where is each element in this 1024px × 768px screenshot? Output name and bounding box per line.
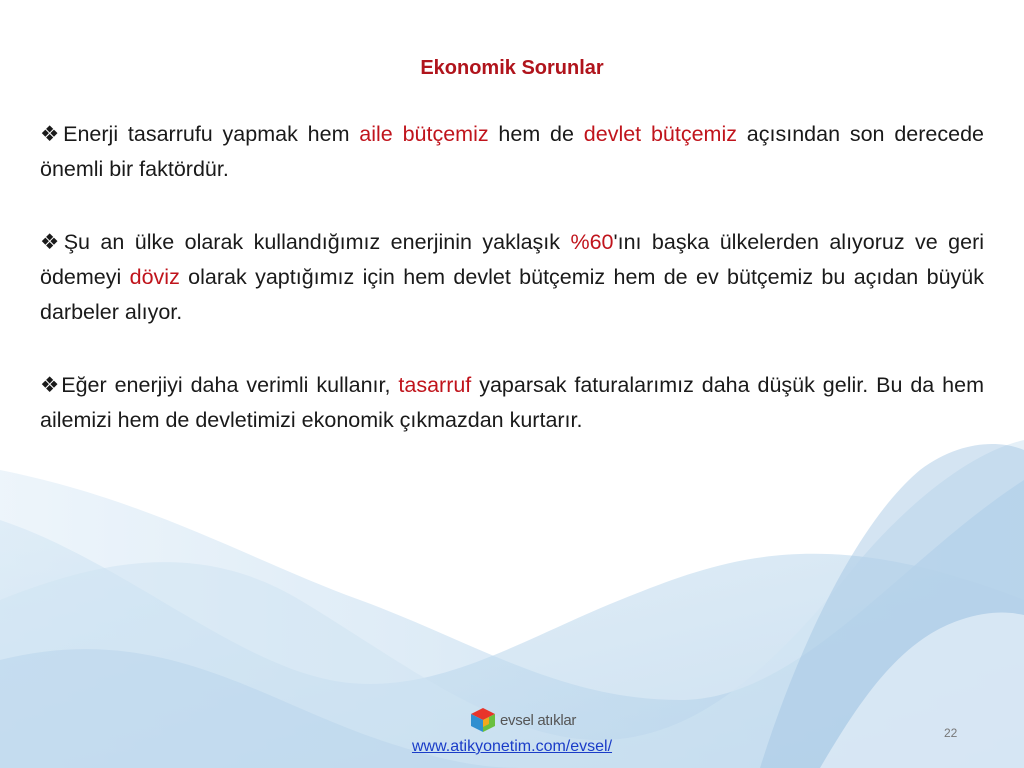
bullet-efficiency-benefits (40, 368, 984, 438)
bullet-text: Şu an ülke olarak kullandığımız enerjinin yaklaşık (63, 230, 571, 254)
bullet-energy-imports (40, 225, 984, 330)
bullet-text: olarak yaptığımız için hem devlet bütçemiz hem de ev bütçemiz bu açıdan büyük darbeler alıyor. (40, 265, 984, 324)
bullet-diamond-icon: ❖ (40, 122, 64, 146)
bullet-diamond-icon: ❖ (40, 373, 62, 397)
logo-text: evsel atıklar (500, 711, 577, 729)
highlighted-text: döviz (129, 265, 180, 289)
slide-title: Ekonomik Sorunlar (420, 57, 604, 79)
bullet-text: hem de (488, 122, 584, 146)
bullet-text: yaparsak faturalarımız daha düşük gelir. Bu da hem ailemizi hem de devletimizi ekonomik çıkmazdan kurtarır. (40, 373, 984, 432)
bullet-energy-savings (40, 117, 984, 187)
evsel-atiklar-logo (470, 705, 576, 735)
cube-logo-icon (470, 707, 496, 733)
page-number: 22 (944, 726, 958, 740)
bullet-text: 'ını başka ülkelerden alıyoruz ve geri ödemeyi (40, 230, 984, 289)
highlighted-text: tasarruf (398, 373, 472, 397)
bullet-text: Enerji tasarrufu yapmak hem (63, 122, 360, 146)
highlighted-text: %60 (570, 230, 614, 254)
bullet-text: Eğer enerjiyi daha verimli kullanır, (61, 373, 399, 397)
highlighted-text: aile bütçemiz (359, 122, 489, 146)
highlighted-text: devlet bütçemiz (583, 122, 737, 146)
website-link[interactable]: www.atikyonetim.com/evsel/ (411, 738, 613, 755)
bullet-diamond-icon: ❖ (40, 230, 64, 254)
bullet-text: açısından son derecede önemli bir faktördür. (40, 122, 984, 181)
